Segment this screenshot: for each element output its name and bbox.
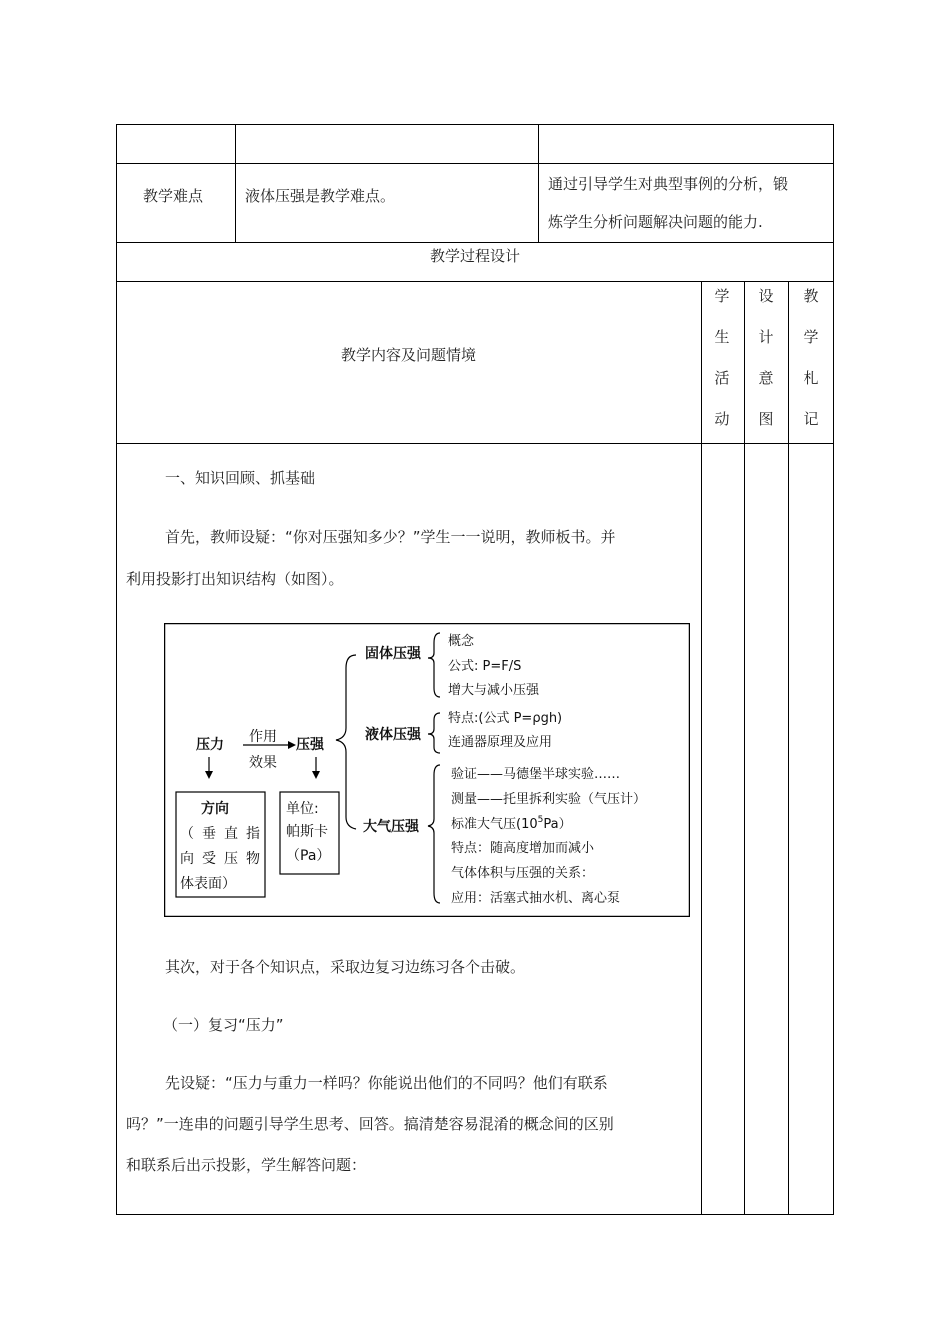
table-rule <box>116 242 834 243</box>
solid-item: 增大与减小压强 <box>448 683 540 698</box>
unit-text: 单位: <box>286 801 319 817</box>
student-activity-char: 生 <box>714 328 730 346</box>
section1-title: 一、知识回顾、抓基础 <box>165 469 316 487</box>
subsection1-title: （一）复习“压力” <box>163 1016 284 1034</box>
gas-std-unit: Pa） <box>543 817 572 832</box>
table-border-bottom <box>116 1214 834 1215</box>
table-col-rule <box>744 281 745 1214</box>
student-activity-char: 动 <box>714 410 730 428</box>
gas-item <box>451 815 572 832</box>
teaching-notes-char: 札 <box>803 369 819 387</box>
gas-pressure-label: 大气压强 <box>363 819 419 835</box>
table-rule <box>116 281 834 282</box>
gas-item: 测量——托里拆利实验（气压计） <box>451 792 647 807</box>
design-intent-char: 意 <box>758 369 774 387</box>
gas-std-exponent: 5 <box>537 815 544 825</box>
paragraph-line: 先设疑：“压力与重力一样吗？你能说出他们的不同吗？他们有联系 <box>165 1074 608 1092</box>
paragraph-line: 首先，教师设疑：“你对压强知多少？”学生一一说明，教师板书。并 <box>165 528 616 546</box>
gas-item: 验证——马德堡半球实验…… <box>451 767 621 782</box>
direction-text: 体表面） <box>180 876 236 892</box>
table-col-rule <box>538 124 539 242</box>
direction-title: 方向 <box>201 801 229 817</box>
gas-item: 应用：活塞式抽水机、离心泵 <box>451 891 621 906</box>
solid-pressure-label: 固体压强 <box>365 646 421 662</box>
direction-text: 向受压物 <box>180 851 260 867</box>
content-column-title: 教学内容及问题情境 <box>340 346 476 364</box>
design-intent-char: 设 <box>758 287 774 305</box>
difficulty-purpose-line2: 炼学生分析问题解决问题的能力. <box>548 213 763 231</box>
direction-text: （垂直指 <box>180 826 260 842</box>
knowledge-structure-diagram <box>164 623 690 917</box>
liquid-item: 特点:(公式 P=ρgh) <box>448 711 563 726</box>
teaching-notes-char: 教 <box>803 287 819 305</box>
difficulty-content: 液体压强是教学难点。 <box>245 187 396 205</box>
table-col-rule <box>701 281 702 1214</box>
paragraph-line: 其次，对于各个知识点，采取边复习边练习各个击破。 <box>165 958 526 976</box>
gas-item: 特点：随高度增加而减小 <box>451 841 595 856</box>
gas-std-text: 标准大气压(10 <box>451 817 538 832</box>
liquid-item: 连通器原理及应用 <box>448 735 553 750</box>
table-border-right <box>833 124 834 1215</box>
unit-text: （Pa） <box>286 848 331 864</box>
pressure-label: 压强 <box>296 737 324 753</box>
student-activity-char: 学 <box>714 287 730 305</box>
solid-item: 概念 <box>448 634 475 649</box>
table-border-left <box>116 124 117 1215</box>
design-intent-char: 计 <box>758 328 774 346</box>
paragraph-line: 和联系后出示投影，学生解答问题： <box>126 1156 367 1174</box>
student-activity-char: 活 <box>714 369 730 387</box>
effect-label-top: 作用 <box>249 729 277 745</box>
difficulty-label: 教学难点 <box>143 187 204 205</box>
paragraph-line: 利用投影打出知识结构（如图）。 <box>126 570 344 588</box>
table-border-top <box>116 124 834 125</box>
pressure-force-label: 压力 <box>196 737 224 753</box>
unit-text: 帕斯卡 <box>286 824 328 840</box>
teaching-notes-char: 记 <box>803 410 819 428</box>
liquid-pressure-label: 液体压强 <box>365 727 421 743</box>
paragraph-line: 吗？”一连串的问题引导学生思考、回答。搞清楚容易混淆的概念间的区别 <box>126 1115 614 1133</box>
table-rule <box>116 163 834 164</box>
effect-label-bottom: 效果 <box>249 755 277 771</box>
table-col-rule <box>235 124 236 242</box>
table-rule <box>116 443 834 444</box>
teaching-notes-char: 学 <box>803 328 819 346</box>
design-intent-char: 图 <box>758 410 774 428</box>
process-title: 教学过程设计 <box>429 247 520 265</box>
gas-item: 气体体积与压强的关系： <box>451 866 595 881</box>
solid-item: 公式: P=F/S <box>448 659 522 674</box>
difficulty-purpose-line1: 通过引导学生对典型事例的分析，锻 <box>548 175 789 193</box>
table-col-rule <box>788 281 789 1214</box>
